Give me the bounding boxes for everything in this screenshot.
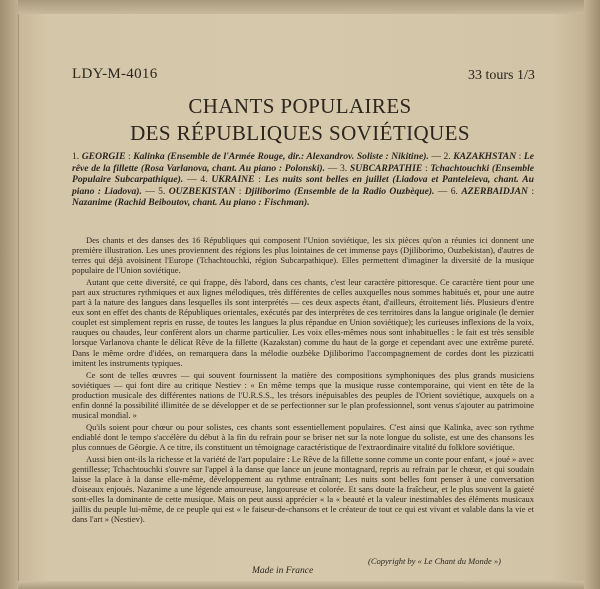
right-flap	[584, 0, 600, 589]
track-number: 2.	[443, 151, 451, 162]
track-item: 4. UKRAINE : Les nuits sont belles en juillet (Liadova et Panteleieva, chant. Au piano : Liadova).	[72, 174, 534, 197]
track-number: 6.	[450, 185, 458, 197]
liner-paragraph: Autant que cette diversité, ce qui frappe, dès l'abord, dans ces chants, c'est leur caractère pittoresque. Ce caractère tient pour une part aux structures rythmiques et aux lignes mélodiques, très différentes de celles auxquelles nous sommes habitués et, pour une autre part à la nature des langues dans lesquelles ils sont interprétés — ces deux aspects étant, d'ailleurs, étroitement liés. Plusieurs d'entre eux sont en effet des chants de Républiques orientales, exécutés par des interprètes de ces territoires dans la langue originale (le dernier couplet est simplement repris en russe, de toutes les langues la plus répandue en Union soviétique); les curieuses inflexions de la voix, rauques ou chaudes, leur confèrent alors un charme particulier. Les voix elles-mêmes nous sont inhabituelles : le fait est très sensible lorsque Varlanova chante le délicat Rêve de la fillette (Kazakstan) comme du haut de la gorge et cependant avec une extrême pureté. Dans le même ordre d'idées, on remarquera dans la mélodie ouzbèke Djiliborimo l'accompagnement de cordes dont les pizzicatti imitent les instruments typiques.	[72, 277, 534, 368]
track-credits: (Rachid Beiboutov, chant. Au piano : Fischman).	[114, 197, 310, 209]
track-list: 1. GEORGIE : Kalinka (Ensemble de l'Armée Rouge, dir.: Alexandrov. Soliste : Nikitine). — 2. KAZAKHSTAN : Le rêve de la fillette (Rosa Varlanova, chant. Au piano : Polonski). — 3. SUBCARPATHIE : Tchachtouchki (Ensemble Populaire Subcarpathique). — 4. UKRAINE : Les nuits sont belles en juillet (Liadova et Panteleieva, chant. Au piano : Liadova). — 5. OUZBEKISTAN : Djiliborimo (Ensemble de la Radio Ouzbèque). — 6. AZERBAIDJAN : Nazanime (Rachid Beiboutov, chant. Au piano : Fischman).	[72, 151, 535, 209]
track-title: Kalinka	[133, 151, 165, 162]
track-item: 6. AZERBAIDJAN : Nazanime (Rachid Beiboutov, chant. Au piano : Fischman).	[72, 185, 534, 209]
track-country: AZERBAIDJAN	[461, 185, 528, 197]
track-title: Tchachtouchki	[430, 162, 490, 174]
album-title-line-1: CHANTS POPULAIRES	[188, 94, 412, 118]
track-item: 5. OUZBEKISTAN : Djiliborimo (Ensemble de la Radio Ouzbèque).	[158, 185, 435, 197]
copyright-notice: (Copyright by « Le Chant du Monde »)	[368, 556, 501, 566]
left-flap	[0, 0, 19, 589]
made-in-label: Made in France	[252, 566, 314, 576]
track-number: 1.	[72, 151, 80, 162]
track-title: Les nuits sont belles en juillet	[264, 174, 389, 186]
track-item: 1. GEORGIE : Kalinka (Ensemble de l'Armée Rouge, dir.: Alexandrov. Soliste : Nikitine).	[72, 151, 429, 162]
catalog-number: LDY-M-4016	[72, 66, 158, 82]
track-country: GEORGIE	[81, 151, 126, 162]
album-title-line-2: DES RÉPUBLIQUES SOVIÉTIQUES	[130, 121, 470, 145]
track-country: KAZAKHSTAN	[453, 151, 517, 162]
liner-paragraph: Des chants et des danses des 16 Républiques qui composent l'Union soviétique, les six pièces qu'on a réunies ici donnent une première illustration. Les unes proviennent des régions les plus lointaines de cet immense pays (Djiliborimo, Ouzbekistan), d'autres de terres qui déjà avoisinent l'Europe (Tchachtouchki, région Subcarpathique). Elles permettent d'imaginer la diversité de la musique populaire de l'Union soviétique.	[72, 235, 534, 276]
record-speed: 33 tours 1/3	[468, 68, 535, 83]
top-fold	[18, 0, 584, 14]
track-country: OUZBEKISTAN	[168, 185, 236, 197]
track-title: Le rêve de la fillette	[72, 151, 535, 174]
liner-paragraph: Aussi bien ont-ils la richesse et la variété de l'art populaire : Le Rêve de la fillette sonne comme un conte pour enfant, « joué » avec gentillesse; Tchachtouchki s'ouvre sur l'appel à la danse que lance un jeune montagnard, repris au refrain par le chœur, et qui soudain laisse la place à la danse elle-même, développement au rythme entraînant; Les nuits sont belles font penser à une conversation d'oiseaux enjoués. Nazanime a une légende amoureuse, langoureuse et colorée. Et sans doute la fraîcheur, et le plus souvent la gaieté sont-elles la dominante de cette musique. Mais on peut aussi apprécier « la « beauté et la valeur inestimables des éléments musicaux jaillis du peuple lui-même, de ce peuple qui est « le faiseur-de-chansons et le créateur de tout ce qui est vivant et valable dans la vie et dans l'art » (Nestiev).	[72, 453, 534, 525]
track-number: 3.	[340, 162, 348, 174]
track-credits: (Rosa Varlanova, chant. Au piano : Polonski).	[140, 162, 325, 174]
track-credits: (Liadova et Panteleieva, chant. Au piano : Liadova).	[72, 174, 534, 197]
track-title: Djiliborimo	[244, 185, 291, 197]
track-credits: (Ensemble de la Radio Ouzbèque).	[293, 185, 435, 197]
track-credits: (Ensemble Populaire Subcarpathique).	[72, 162, 535, 186]
track-item: 3. SUBCARPATHIE : Tchachtouchki (Ensemble Populaire Subcarpathique).	[72, 162, 535, 186]
track-item: 2. KAZAKHSTAN : Le rêve de la fillette (Rosa Varlanova, chant. Au piano : Polonski).	[72, 151, 535, 174]
track-title: Nazanime	[72, 197, 112, 209]
track-number: 4.	[200, 174, 208, 186]
track-credits: (Ensemble de l'Armée Rouge, dir.: Alexandrov. Soliste : Nikitine).	[167, 151, 429, 162]
liner-paragraph: Qu'ils soient pour chœur ou pour solistes, ces chants sont essentiellement populaires. C'est ainsi que Kalinka, avec son rythme endiablé dont le tempo s'accélère du début à la fin du refrain pour se briser net sur la note longue du soliste, est une des chansons les plus connues de Géorgie. A ce titre, ils constituent un témoignage caractéristique de l'extraordinaire vitalité du folklore soviétique.	[72, 421, 534, 452]
track-country: UKRAINE	[211, 174, 255, 186]
liner-notes	[72, 235, 534, 526]
bottom-fold	[18, 581, 584, 589]
track-country: SUBCARPATHIE	[349, 162, 423, 174]
liner-paragraph: Ce sont de telles œuvres — qui souvent fournissent la matière des compositions symphoniques des plus grands musiciens soviétiques — qui font dire au critique Nestiev : « En même temps que la musique russe contemporaine, qui vient en tête de la production musicale des différentes nations de l'U.R.S.S., les trésors inépuisables des peuples de l'Orient soviétique, auxquels on a enfin donné la possibilité illimitée de se développer et de se perfectionner sur le plan professionnel, sont venus s'ajouter au patrimoine musical mondial. »	[72, 369, 534, 420]
track-number: 5.	[158, 185, 166, 197]
